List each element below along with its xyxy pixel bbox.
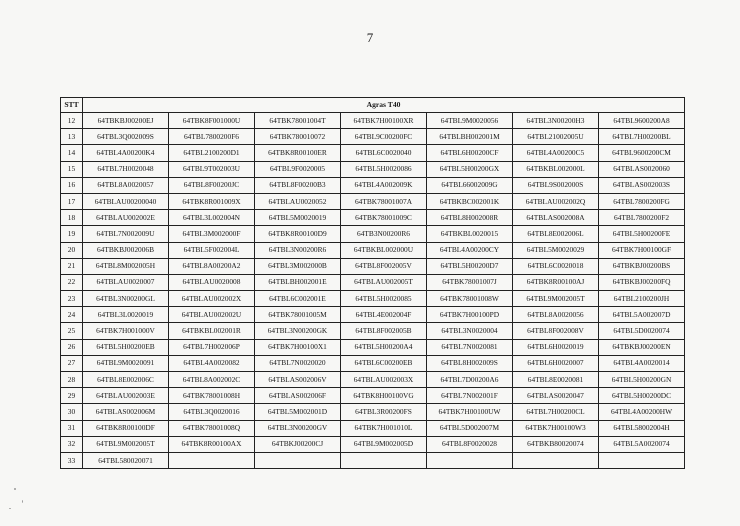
table-row [61, 161, 685, 177]
serial-cell: 64TBK78001007J [427, 274, 513, 290]
serial-cell: 64TBK78001004T [255, 113, 341, 129]
serial-cell: 64TBL4E002004F [341, 307, 427, 323]
page-number: 7 [366, 30, 374, 45]
serial-cell: 64TBLBH002001E [255, 274, 341, 290]
row-stt: 23 [61, 291, 83, 307]
serial-cell: 64TBL9M0020056 [427, 113, 513, 129]
serial-cell: 64TBL7N0020020 [255, 355, 341, 371]
scan-speck [9, 508, 11, 509]
serial-cell: 64TBK8F001000U [169, 113, 255, 129]
row-stt: 16 [61, 177, 83, 193]
serial-cell: 64TBL9M002005D [341, 436, 427, 452]
row-stt: 27 [61, 355, 83, 371]
header-stt: STT [61, 98, 83, 113]
serial-cell: 64TBLAS002008A [513, 210, 599, 226]
row-stt: 14 [61, 145, 83, 161]
serial-cell: 64TBL580020071 [83, 452, 169, 468]
serial-cell: 64TBL5M0020029 [513, 242, 599, 258]
header-model: Agras T40 [83, 98, 685, 113]
serial-cell: 64TBL8F002008V [513, 323, 599, 339]
serial-cell: 64TBL5M0020019 [255, 210, 341, 226]
serial-cell: 64TBL3N0020004 [427, 323, 513, 339]
serial-cell: 64TBL3L0020019 [83, 307, 169, 323]
row-stt: 24 [61, 307, 83, 323]
serial-cell: 64TBL7N002001F [427, 388, 513, 404]
serial-cell: 64TBL8F00200JC [169, 177, 255, 193]
serial-cell: 64TBL5H00200A4 [341, 339, 427, 355]
serial-cell: 64TBL6C0020018 [513, 258, 599, 274]
serial-cell: 64TBL9600200A8 [599, 113, 685, 129]
serial-cell: 64TBK8R001009X [169, 193, 255, 209]
table-row [61, 452, 685, 468]
table-row [61, 388, 685, 404]
serial-cell: 64TBK7H00100W3 [513, 420, 599, 436]
table-body [61, 113, 685, 469]
serial-cell: 64TBL5H0020086 [341, 161, 427, 177]
serial-cell: 64TBLAU0020008 [169, 274, 255, 290]
serial-cell: 64TBL9M0020091 [83, 355, 169, 371]
row-stt: 21 [61, 258, 83, 274]
row-stt: 19 [61, 226, 83, 242]
row-stt: 12 [61, 113, 83, 129]
serial-cell: 64TBL9M002005T [513, 291, 599, 307]
scan-speck [22, 500, 23, 503]
serial-cell: 64TB3N00200R6 [341, 226, 427, 242]
serial-cell: 64TBL4A00200CY [427, 242, 513, 258]
serial-cell: 64TBL6C002001E [255, 291, 341, 307]
row-stt: 13 [61, 129, 83, 145]
table-row [61, 307, 685, 323]
serial-cell: 64TBL3Q002009S [83, 129, 169, 145]
serial-cell: 64TBK8R00100DF [83, 420, 169, 436]
serial-cell: 64TBKBJ00200EJ [83, 113, 169, 129]
serial-cell: 64TBL9T002003U [169, 161, 255, 177]
serial-cell: 64TBL4A00200K4 [83, 145, 169, 161]
serial-cell: 64TBLAS002006F [255, 388, 341, 404]
serial-cell: 64TBL21002005U [513, 129, 599, 145]
serial-cell: 64TBL4A00200C5 [513, 145, 599, 161]
row-stt: 30 [61, 404, 83, 420]
table-row [61, 420, 685, 436]
serial-cell: 64TBL9600200CM [599, 145, 685, 161]
serial-cell: 64TBL2100200JH [599, 291, 685, 307]
serial-cell: 64TBLAU002002U [169, 307, 255, 323]
serial-cell: 64TBL5H00200GX [427, 161, 513, 177]
serial-cell [599, 452, 685, 468]
serial-cell: 64TBL3N00200GK [255, 323, 341, 339]
row-stt: 29 [61, 388, 83, 404]
serial-cell [169, 452, 255, 468]
serial-cell: 64TBK8R00100AJ [513, 274, 599, 290]
table-row [61, 226, 685, 242]
serial-cell: 64TBL8A0020056 [513, 307, 599, 323]
serial-cell: 64TBL3L002004N [169, 210, 255, 226]
table-row [61, 372, 685, 388]
serial-cell: 64TBL5A002007D [599, 307, 685, 323]
serial-cell: 64TBK7H00100GF [599, 242, 685, 258]
table-row [61, 258, 685, 274]
serial-cell: 64TBK78001008W [427, 291, 513, 307]
serial-cell: 64TBL9C00200FC [341, 129, 427, 145]
serial-cell: 64TBK8H00100VG [341, 388, 427, 404]
serial-cell: 64TBL4A00200HW [599, 404, 685, 420]
serial-cell: 64TBKBL002000L [513, 161, 599, 177]
serial-cell: 64TBL3N00200GV [255, 420, 341, 436]
table-row [61, 355, 685, 371]
serial-cell: 64TBL9S002000S [513, 177, 599, 193]
table-row [61, 193, 685, 209]
table-row [61, 210, 685, 226]
serial-cell: 64TBL3M002000B [255, 258, 341, 274]
row-stt: 22 [61, 274, 83, 290]
serial-cell: 64TBKJ00200CJ [255, 436, 341, 452]
table-row [61, 404, 685, 420]
serial-cell: 64TBLAU002002X [169, 291, 255, 307]
serial-cell: 64TBL5D002007M [427, 420, 513, 436]
serial-cell: 64TBLAS002006V [255, 372, 341, 388]
serial-cell: 64TBL4A0020082 [169, 355, 255, 371]
serial-cell: 64TBLAS002003S [599, 177, 685, 193]
serial-cell: 64TBLAS0020047 [513, 388, 599, 404]
serial-cell: 64TBL7800200FG [599, 193, 685, 209]
row-stt: 28 [61, 372, 83, 388]
serial-cell: 64TBL2100200D1 [169, 145, 255, 161]
serial-cell: 64TBL8F0020028 [427, 436, 513, 452]
table-row [61, 145, 685, 161]
serial-cell: 64TBLAU002002Q [513, 193, 599, 209]
serial-cell: 64TBLAU0020052 [255, 193, 341, 209]
serial-cell: 64TBL4A0020014 [599, 355, 685, 371]
serial-cell: 64TBLAU002002E [83, 210, 169, 226]
serial-cell: 64TBKBL002000U [341, 242, 427, 258]
serial-cell: 64TBL8E002006L [513, 226, 599, 242]
serial-cell: 64TBL8H002008R [427, 210, 513, 226]
serial-cell: 64TBK78001005M [255, 307, 341, 323]
serial-cell: 64TBL7800200F6 [169, 129, 255, 145]
serial-cell: 64TBL6H00200CF [427, 145, 513, 161]
row-stt: 25 [61, 323, 83, 339]
serial-cell: 64TBL5A0020074 [599, 436, 685, 452]
serial-cell: 64TBL5H00200D7 [427, 258, 513, 274]
serial-cell: 64TBKBL0020015 [427, 226, 513, 242]
table-row [61, 242, 685, 258]
serial-cell: 64TBL6H0020019 [513, 339, 599, 355]
serial-cell: 64TBK7H001000V [83, 323, 169, 339]
row-stt: 17 [61, 193, 83, 209]
serial-cell: 64TBL7N0020081 [427, 339, 513, 355]
serial-cell: 64TBL7H0020048 [83, 161, 169, 177]
serial-cell: 64TBL8A002002C [169, 372, 255, 388]
table-row [61, 291, 685, 307]
serial-cell: 64TBL5H00200EB [83, 339, 169, 355]
serial-cell: 64TBL3N00200H3 [513, 113, 599, 129]
serial-cell: 64TBL66002009G [427, 177, 513, 193]
serial-cell: 64TBK7H00100UW [427, 404, 513, 420]
serial-cell: 64TBL8F00200B3 [255, 177, 341, 193]
scan-speck [14, 488, 16, 490]
serial-cell: 64TBL7D00200A6 [427, 372, 513, 388]
serial-cell: 64TBL5H00200FE [599, 226, 685, 242]
serial-cell: 64TBLAU002003E [83, 388, 169, 404]
serial-cell: 64TBKBC002001K [427, 193, 513, 209]
serial-cell: 64TBL5H0020085 [341, 291, 427, 307]
serial-cell [255, 452, 341, 468]
serial-cell: 64TBK7H00100XR [341, 113, 427, 129]
serial-cell: 64TBL9F0020005 [255, 161, 341, 177]
serial-cell: 64TBKB80020074 [513, 436, 599, 452]
serial-cell: 64TBL3N00200R6 [255, 242, 341, 258]
serial-cell: 64TBL8F002005B [341, 323, 427, 339]
serial-cell: 64TBL8A0020057 [83, 177, 169, 193]
serial-cell: 64TBL7800200F2 [599, 210, 685, 226]
serial-cell: 64TBL3R00200FS [341, 404, 427, 420]
table-row [61, 339, 685, 355]
serial-cell: 64TBK78001008H [169, 388, 255, 404]
serial-cell [427, 452, 513, 468]
serial-cell: 64TBK7H00100X1 [255, 339, 341, 355]
serial-cell [513, 452, 599, 468]
serial-cell: 64TBL4A002009K [341, 177, 427, 193]
serial-cell: 64TBK78001008Q [169, 420, 255, 436]
table-row [61, 436, 685, 452]
serial-cell: 64TBK78001007A [341, 193, 427, 209]
serial-cell: 64TBK8R00100D9 [255, 226, 341, 242]
table-row [61, 113, 685, 129]
serial-cell: 64TBLBH002001M [427, 129, 513, 145]
serial-cell: 64TBL8A00200A2 [169, 258, 255, 274]
row-stt: 31 [61, 420, 83, 436]
serial-cell: 64TBKBJ002006B [83, 242, 169, 258]
serial-cell: 64TBL6H0020007 [513, 355, 599, 371]
serial-cell: 64TBL8E002006C [83, 372, 169, 388]
serial-cell: 64TBK8R00100ER [255, 145, 341, 161]
serial-cell: 64TBL7N002009U [83, 226, 169, 242]
table-row [61, 323, 685, 339]
serial-cell: 64TBKBJ00200FQ [599, 274, 685, 290]
serial-cell: 64TBKBJ00200BS [599, 258, 685, 274]
serial-cell: 64TBK78001009C [341, 210, 427, 226]
serial-cell: 64TBL7H00200BL [599, 129, 685, 145]
serial-cell: 64TBL5F002004L [169, 242, 255, 258]
table-header-row [61, 98, 685, 113]
serial-cell: 64TBL5M002001D [255, 404, 341, 420]
serial-cell: 64TBK7H001010L [341, 420, 427, 436]
row-stt: 32 [61, 436, 83, 452]
serial-cell: 64TBKBJ00200EN [599, 339, 685, 355]
row-stt: 18 [61, 210, 83, 226]
row-stt: 20 [61, 242, 83, 258]
serial-cell: 64TBL3M002000F [169, 226, 255, 242]
serial-cell [341, 452, 427, 468]
serial-cell: 64TBL5H00200DC [599, 388, 685, 404]
serial-cell: 64TBL6C0020040 [341, 145, 427, 161]
serial-cell: 64TBL8F002005V [341, 258, 427, 274]
serial-cell: 64TBL8E0020081 [513, 372, 599, 388]
row-stt: 15 [61, 161, 83, 177]
serial-cell: 64TBL5H00200GN [599, 372, 685, 388]
serial-cell: 64TBK8R00100AX [169, 436, 255, 452]
serial-cell: 64TBLAU00200040 [83, 193, 169, 209]
serial-cell: 64TBLAS002006M [83, 404, 169, 420]
serial-cell: 64TBLAS0020060 [599, 161, 685, 177]
serial-cell: 64TBL8M002005H [83, 258, 169, 274]
table-row [61, 129, 685, 145]
serial-cell: 64TBL7H002006P [169, 339, 255, 355]
serial-cell: 64TBL3N00200GL [83, 291, 169, 307]
serial-cell: 64TBKBL002001R [169, 323, 255, 339]
serial-cell: 64TBLAU002003X [341, 372, 427, 388]
serial-cell: 64TBL7H00200CL [513, 404, 599, 420]
serial-cell: 64TBL3Q0020016 [169, 404, 255, 420]
serial-cell: 64TBLAU002005T [341, 274, 427, 290]
serial-cell: 64TBL8H002009S [427, 355, 513, 371]
serial-table [60, 97, 685, 469]
table-row [61, 177, 685, 193]
serial-cell: 64TBLAU0020007 [83, 274, 169, 290]
serial-cell: 64TBK780010072 [255, 129, 341, 145]
serial-cell: 64TBL58002004H [599, 420, 685, 436]
serial-cell: 64TBL9M002005T [83, 436, 169, 452]
serial-cell: 64TBL5D0020074 [599, 323, 685, 339]
row-stt: 26 [61, 339, 83, 355]
row-stt: 33 [61, 452, 83, 468]
table-row [61, 274, 685, 290]
serial-cell: 64TBL6C00200EB [341, 355, 427, 371]
serial-cell: 64TBK7H00100PD [427, 307, 513, 323]
